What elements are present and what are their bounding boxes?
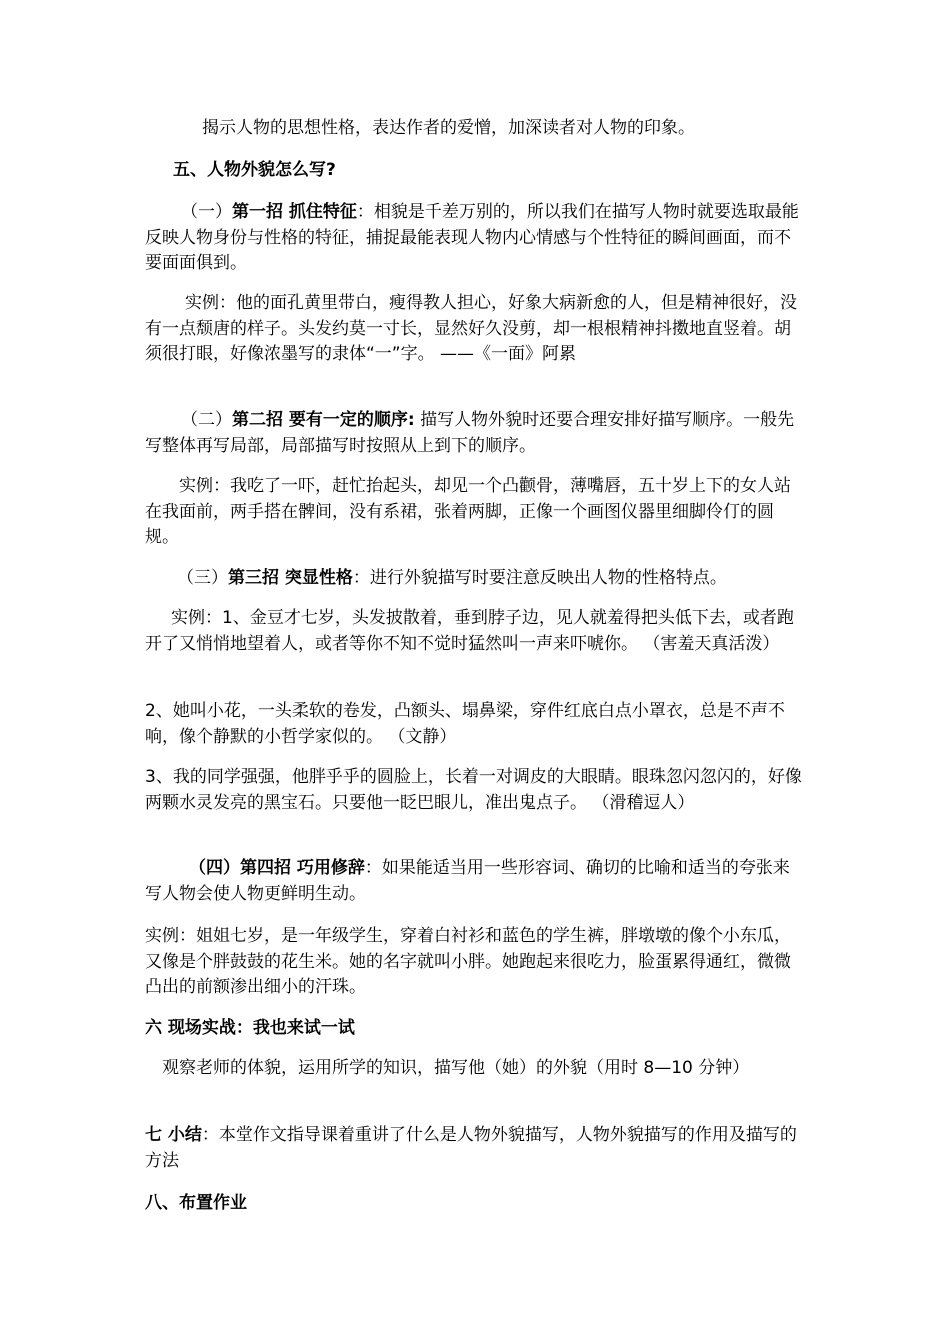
paragraph-purpose: 揭示人物的思想性格，表达作者的爱憎，加深读者对人物的印象。 bbox=[202, 118, 695, 138]
heading-section-5: 五、人物外貌怎么写? bbox=[173, 160, 336, 180]
method-1-paragraph: （一）第一招 抓住特征：相貌是千差万别的，所以我们在描写人物时就要选取最能反映人物身份与性格的特征，捕捉最能表现人物内心情感与个性特征的瞬间画面，而不要面面俱到。 bbox=[145, 202, 799, 273]
heading-section-6: 六 现场实战：我也来试一试 bbox=[145, 1018, 355, 1038]
summary-paragraph: 七 小结：本堂作文指导课着重讲了什么是人物外貌描写，人物外貌描写的作用及描写的方法 bbox=[145, 1125, 797, 1171]
method-2-paragraph: （二）第二招 要有一定的顺序: 描写人物外貌时还要合理安排好描写顺序。一般先写整体再写局部，局部描写时按照从上到下的顺序。 bbox=[145, 410, 795, 456]
example-4-paragraph: 实例：姐姐七岁，是一年级学生，穿着白衬衫和蓝色的学生裤，胖墩墩的像个小东瓜，又像是个胖鼓鼓的花生米。她的名字就叫小胖。她跑起来很吃力，脸蛋累得通红，微微凸出的前额渗出细小的汗珠。 bbox=[145, 926, 791, 997]
method-2-title: 第二招 要有一定的顺序: bbox=[232, 410, 415, 430]
method-1-title: 第一招 抓住特征 bbox=[232, 202, 357, 222]
example-3b-paragraph: 2、她叫小花，一头柔软的卷发，凸额头、塌鼻梁，穿件红底白点小罩衣，总是不声不响，像个静默的小哲学家似的。 （文静） bbox=[145, 701, 785, 747]
method-3-title: 第三招 突显性格 bbox=[228, 568, 353, 588]
practice-paragraph: 观察老师的体貌，运用所学的知识，描写他（她）的外貌（用时 8—10 分钟） bbox=[162, 1058, 750, 1078]
heading-section-7: 七 小结 bbox=[145, 1125, 202, 1145]
example-2-paragraph: 实例：我吃了一吓，赶忙抬起头，却见一个凸颧骨，薄嘴唇，五十岁上下的女人站在我面前，两手搭在髀间，没有系裙，张着两脚，正像一个画图仪器里细脚伶仃的圆规。 bbox=[145, 476, 791, 547]
heading-section-8: 八、布置作业 bbox=[145, 1193, 247, 1213]
method-4-title: （四）第四招 巧用修辞 bbox=[189, 858, 365, 878]
method-3-paragraph: （三）第三招 突显性格：进行外貌描写时要注意反映出人物的性格特点。 bbox=[177, 568, 727, 588]
example-1-paragraph: 实例：他的面孔黄里带白，瘦得教人担心，好象大病新愈的人，但是精神很好，没有一点颓唐的样子。头发约莫一寸长，显然好久没剪，却一根根精神抖擞地直竖着。胡须很打眼，好像浓墨写的隶体“一”字。 ——《一面》阿累 bbox=[145, 293, 797, 364]
example-3c-paragraph: 3、我的同学强强，他胖乎乎的圆脸上，长着一对调皮的大眼睛。眼珠忽闪忽闪的，好像两颗水灵发亮的黑宝石。只要他一眨巴眼儿，准出鬼点子。 （滑稽逗人） bbox=[145, 767, 802, 813]
example-3a-paragraph: 实例：1、金豆才七岁，头发披散着，垂到脖子边，见人就羞得把头低下去，或者跑开了又悄悄地望着人，或者等你不知不觉时猛然叫一声来吓唬你。 （害羞天真活泼） bbox=[145, 608, 794, 654]
method-4-paragraph: （四）第四招 巧用修辞：如果能适当用一些形容词、确切的比喻和适当的夸张来写人物会使人物更鲜明生动。 bbox=[145, 858, 790, 904]
